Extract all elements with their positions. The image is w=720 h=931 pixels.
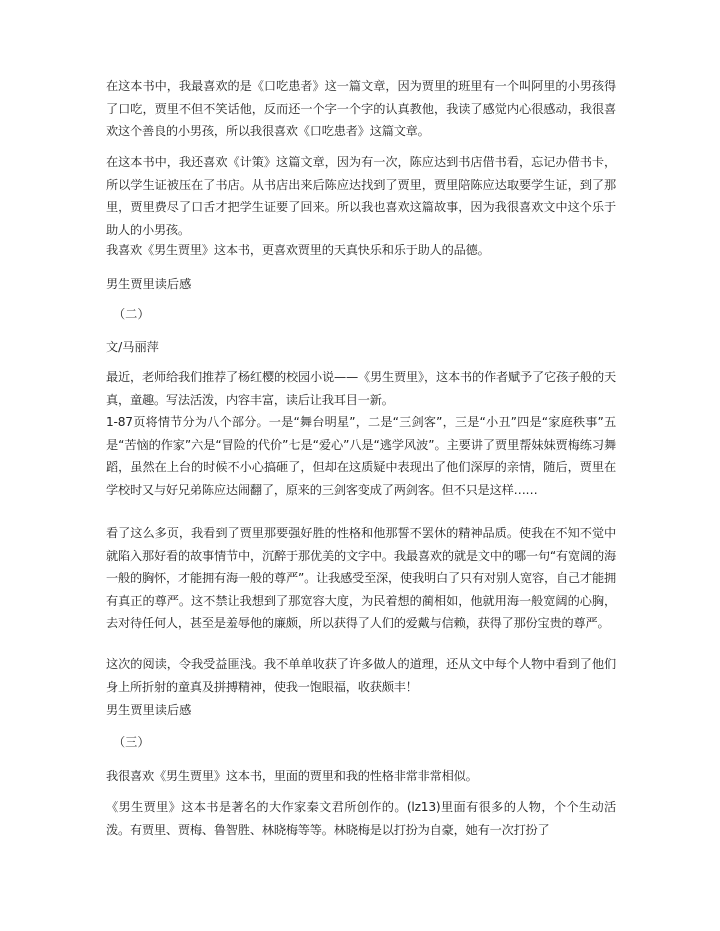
- section-number-3: （三）: [113, 735, 150, 749]
- section-heading-2: 男生贾里读后感: [106, 703, 192, 717]
- paragraph-strategy-story: 在这本书中，我还喜欢《计策》这篇文章，因为有一次，陈应达到书店借书看，忘记办借书卡，所以学生证被压在了书店。从书店出来后陈应达找到了贾里，贾里陪陈应达取要学生证，到了那里，贾里费尽了口舌才把学生证要了回来。所以我也喜欢这篇故事，因为我很喜欢文中这个乐于助人的小男孩。: [106, 155, 616, 237]
- paragraph-intro-2: 最近，老师给我们推荐了杨红樱的校园小说——《男生贾里》，这本书的作者赋予了它孩子般的天真，童趣。写法活泼，内容丰富，读后让我耳目一新。: [106, 370, 616, 407]
- section-number-2: （二）: [113, 307, 150, 321]
- paragraph-conclusion-2: 这次的阅读，令我受益匪浅。我不单单收获了许多做人的道理，还从文中每个人物中看到了他们身上所折射的童真及拼搏精神，使我一饱眼福，收获颇丰！: [106, 657, 616, 694]
- section-heading-1: 男生贾里读后感: [106, 277, 192, 291]
- paragraph-stutter-story: 在这本书中，我最喜欢的是《口吃患者》这一篇文章，因为贾里的班里有一个叫阿里的小男孩得了口吃，贾里不但不笑话他，反而还一个字一个字的认真教他，我读了感觉内心很感动，我很喜欢这个善良的小男孩，所以我很喜欢《口吃患者》这篇文章。: [106, 79, 616, 138]
- paragraph-characters: 《男生贾里》这本书是著名的大作家秦文君所创作的。(lz13)里面有很多的人物，个个生动活泼。有贾里、贾梅、鲁智胜、林晓梅等等。林晓梅是以打扮为自豪，她有一次打扮了: [106, 800, 616, 837]
- author-line: 文/马丽萍: [106, 340, 159, 354]
- paragraph-summary-one: 我喜欢《男生贾里》这本书，更喜欢贾里的天真快乐和乐于助人的品德。: [106, 243, 490, 257]
- paragraph-impressions: 看了这么多页，我看到了贾里那要强好胜的性格和他那誓不罢休的精神品质。使我在不知不觉中就陷入那好看的故事情节中，沉醉于那优美的文字中。我最喜欢的就是文中的哪一句“有宽阔的海一般的胸怀，才能拥有海一般的尊严”。让我感受至深，使我明白了只有对别人宽容，自己才能拥有真正的尊严。这不禁让我想到了那宽容大度，为民着想的蔺相如，他就用海一般宽阔的心胸，去对待任何人，甚至是羞辱他的廉颇，所以获得了人们的爱戴与信赖，获得了那份宝贵的尊严。: [106, 526, 616, 630]
- paragraph-intro-3: 我很喜欢《男生贾里》这本书，里面的贾里和我的性格非常非常相似。: [106, 769, 478, 783]
- paragraph-chapters: 1-87页将情节分为八个部分。一是“舞台明星”，二是“三剑客”，三是“小丑”四是“家庭秩事”五是“苦恼的作家”六是“冒险的代价”七是“爱心”八是“逃学风波”。主要讲了贾里帮妹妹贾梅练习舞蹈，虽然在上台的时候不小心搞砸了，但却在这质疑中表现出了他们深厚的亲情，随后，贾里在学校时又与好兄弟陈应达闹翻了，原来的三剑客变成了两剑客。但不只是这样……: [106, 415, 616, 497]
